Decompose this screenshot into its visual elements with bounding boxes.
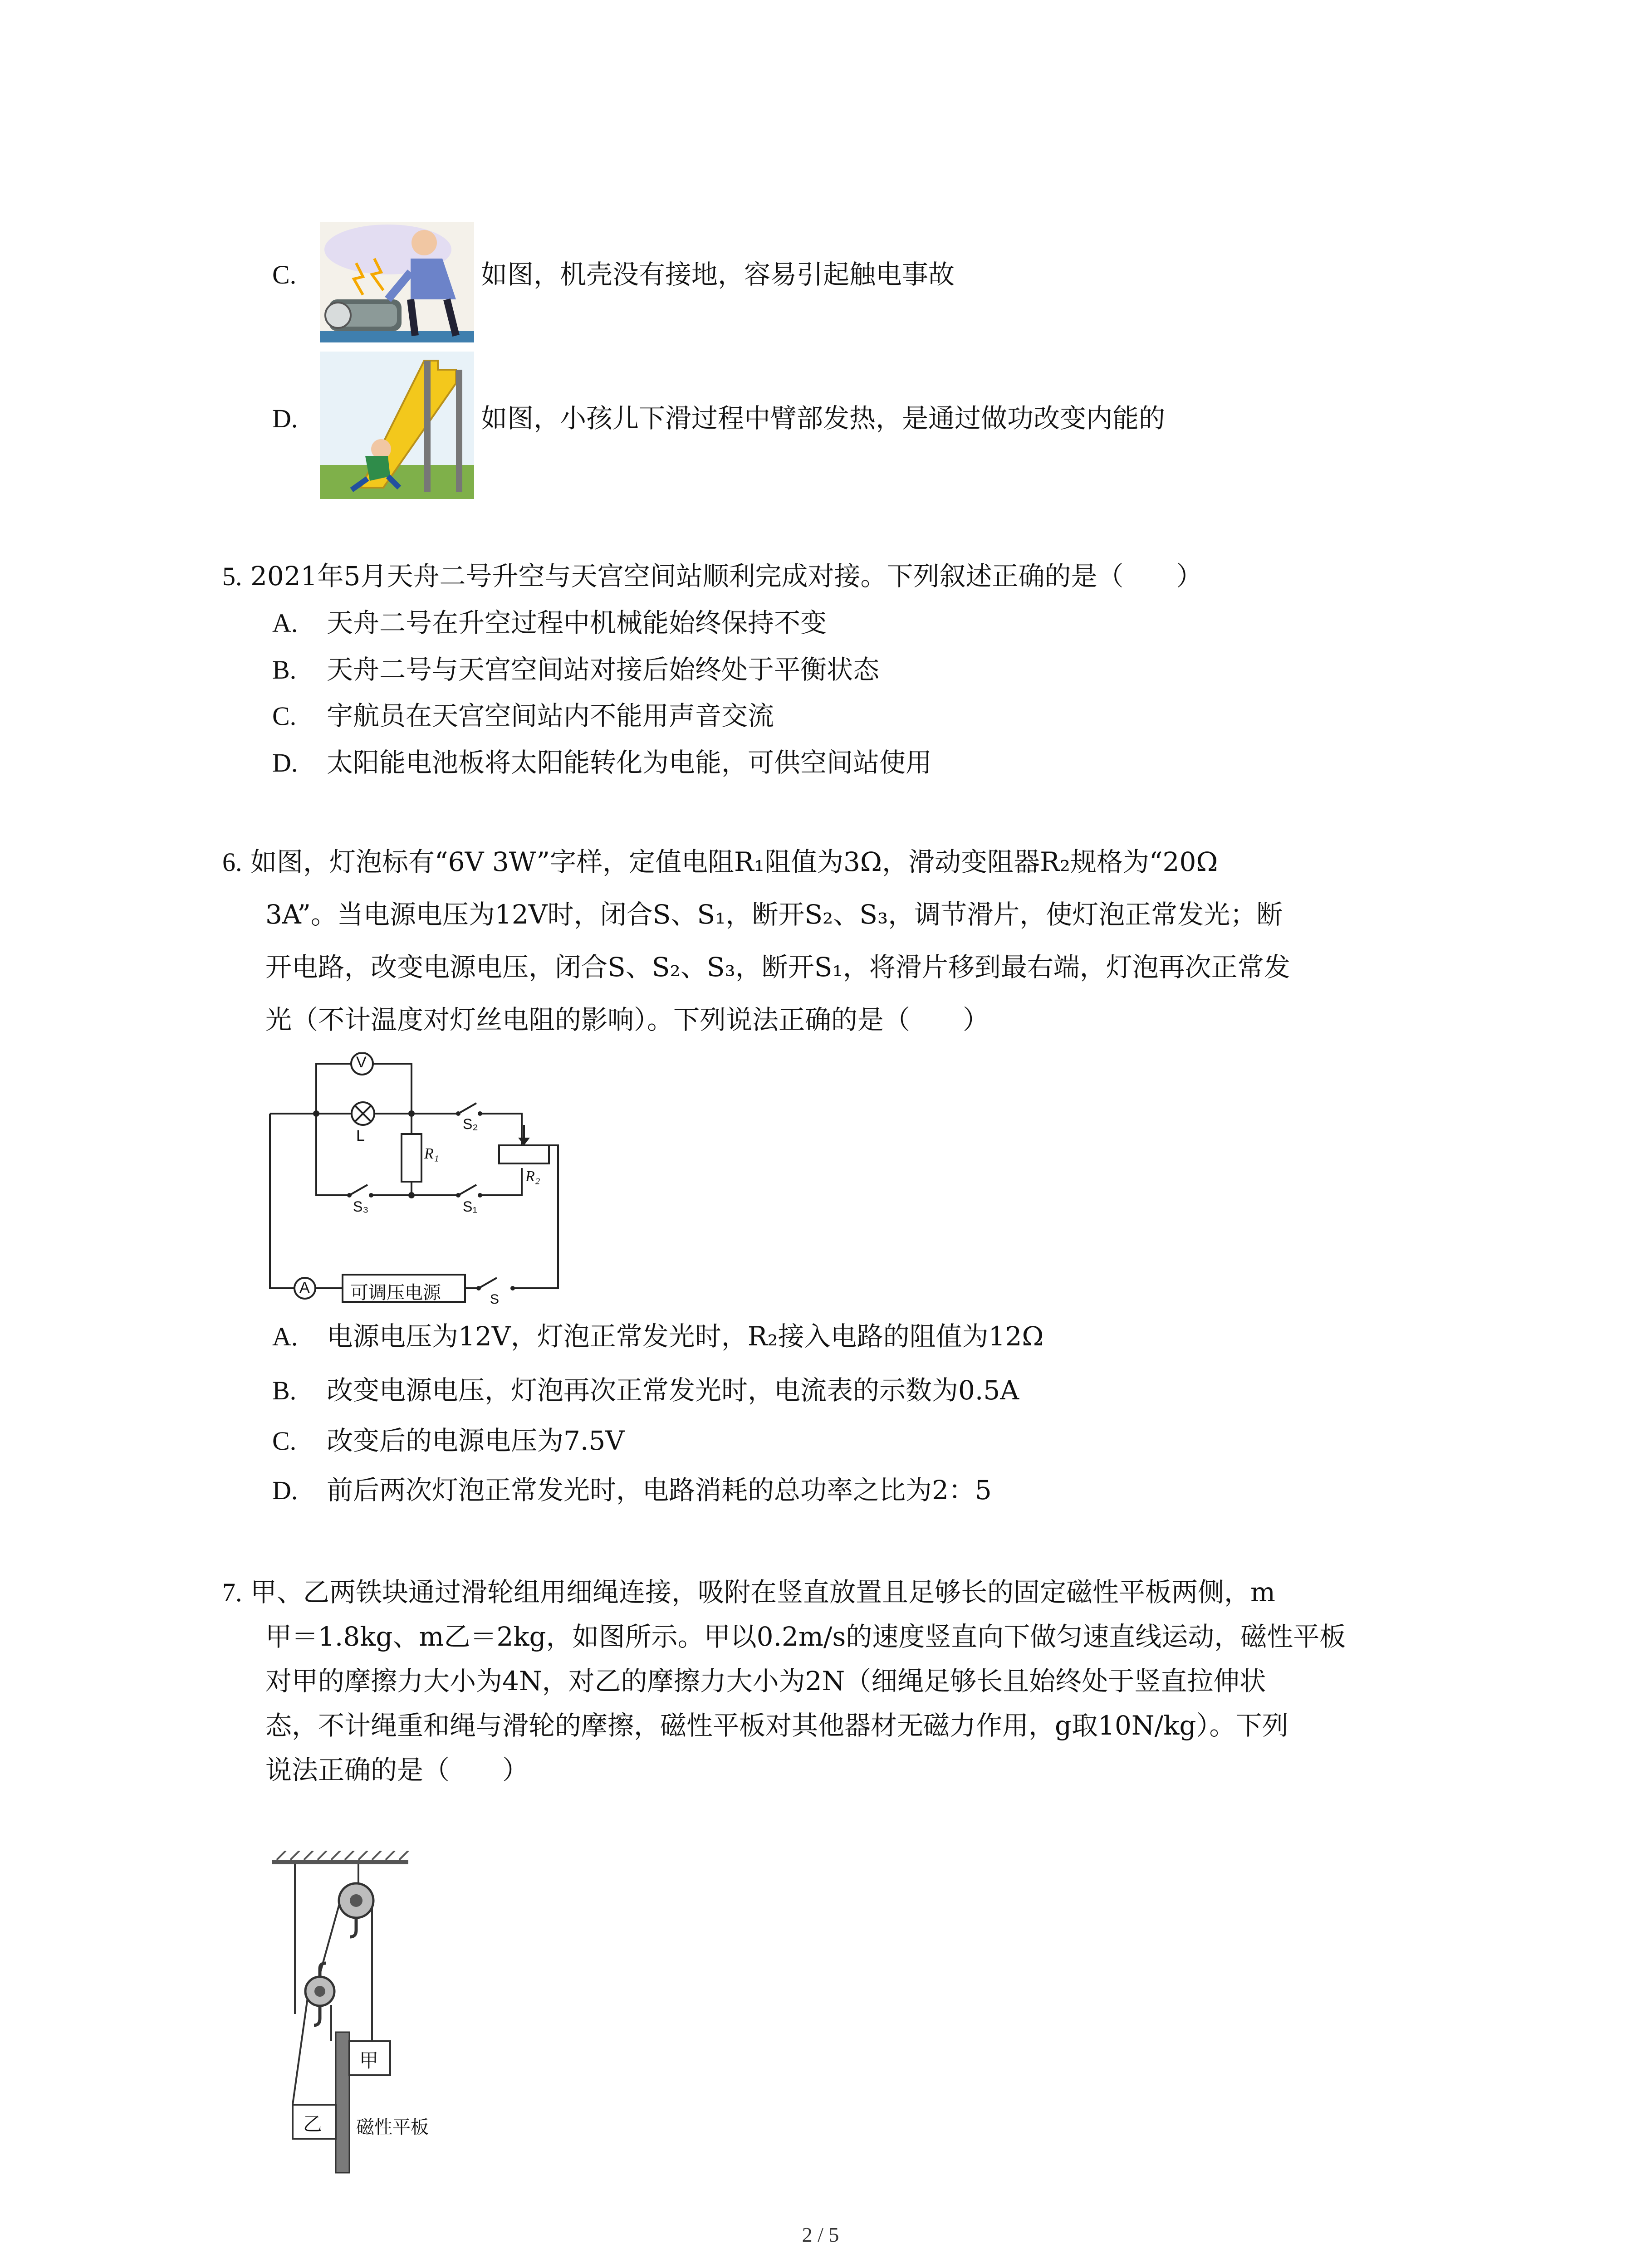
- question-number: 5.: [222, 562, 242, 591]
- option-letter: C.: [272, 1426, 297, 1456]
- q5-option-a: [272, 605, 827, 641]
- circuit-diagram: [263, 1052, 581, 1306]
- q5-option-b: [272, 651, 879, 688]
- q7-stem-line-4: 态，不计绳重和绳与滑轮的摩擦，磁性平板对其他器材无磁力作用，g取10N/kg）。下列: [265, 1710, 1288, 1741]
- r1-label: R₁: [424, 1145, 439, 1162]
- option-letter: A.: [272, 608, 298, 638]
- q4-option-c: [272, 256, 327, 293]
- option-text: 前后两次灯泡正常发光时，电路消耗的总功率之比为2：5: [327, 1475, 992, 1505]
- page-number: 2 / 5: [802, 2223, 839, 2246]
- q7-stem-line-2: 甲＝1.8kg、m乙＝2kg，如图所示。甲以0.2m/s的速度竖直向下做匀速直线运动，磁性平板: [265, 1621, 1346, 1652]
- q7-stem-line-3: 对甲的摩擦力大小为4N，对乙的摩擦力大小为2N（细绳足够长且始终处于竖直拉伸状: [265, 1666, 1266, 1696]
- q5-option-d: [272, 744, 932, 781]
- q6-option-a: [272, 1318, 1044, 1355]
- question-text: 如图，灯泡标有“6V 3W”字样，定值电阻R₁阻值为3Ω，滑动变阻器R₂规格为“20Ω: [250, 846, 1218, 877]
- option-letter: D.: [272, 404, 298, 433]
- option-letter: D.: [272, 1476, 298, 1505]
- r2-label: R₂: [525, 1168, 540, 1185]
- option-text: 宇航员在天宫空间站内不能用声音交流: [327, 700, 774, 731]
- pulley-diagram: [268, 1851, 458, 2177]
- option-letter: A.: [272, 1322, 298, 1351]
- q6-option-d: [272, 1472, 992, 1509]
- q6-stem-line-3: 开电路，改变电源电压，闭合S、S₂、S₃，断开S₁，将滑片移到最右端，灯泡再次正常发: [265, 952, 1290, 982]
- question-text: 甲、乙两铁块通过滑轮组用细绳连接，吸附在竖直放置且足够长的固定磁性平板两侧，m: [250, 1577, 1275, 1608]
- power-source-label: 可调压电源: [350, 1283, 441, 1303]
- option-text: 改变后的电源电压为7.5V: [327, 1425, 625, 1456]
- q6-stem-line-1: [222, 844, 1218, 880]
- ammeter-label: A: [299, 1279, 310, 1296]
- magnetic-board-label: 磁性平板: [356, 2117, 429, 2137]
- q5-stem: [222, 558, 1202, 595]
- q4-option-d-text: 如图，小孩儿下滑过程中臂部发热，是通过做功改变内能的: [481, 403, 1166, 434]
- s-label: S: [490, 1292, 500, 1307]
- question-number: 6.: [222, 847, 242, 877]
- option-text: 电源电压为12V，灯泡正常发光时，R₂接入电路的阻值为12Ω: [327, 1321, 1044, 1352]
- option-letter: B.: [272, 1376, 297, 1405]
- s2-label: S₂: [463, 1116, 478, 1132]
- block-yi-label: 乙: [303, 2113, 323, 2135]
- q4-option-d: [272, 400, 327, 437]
- motor-shock-illustration: [320, 222, 474, 342]
- q6-stem-line-4: 光（不计温度对灯丝电阻的影响）。下列说法正确的是（ ）: [265, 1004, 989, 1035]
- q6-option-b: [272, 1372, 1019, 1409]
- q7-stem-line-1: [222, 1574, 1275, 1611]
- s1-label: S₁: [463, 1198, 478, 1215]
- question-number: 7.: [222, 1578, 242, 1607]
- lamp-label: L: [356, 1127, 365, 1144]
- slide-child-illustration: [320, 352, 474, 499]
- option-text: 太阳能电池板将太阳能转化为电能，可供空间站使用: [327, 747, 932, 778]
- block-jia-label: 甲: [359, 2050, 379, 2071]
- option-text: 天舟二号在升空过程中机械能始终保持不变: [327, 607, 827, 638]
- option-letter: D.: [272, 748, 298, 777]
- option-letter: B.: [272, 655, 297, 684]
- option-letter: C.: [272, 701, 297, 731]
- q4-option-c-text: 如图，机壳没有接地，容易引起触电事故: [481, 259, 955, 290]
- question-text: 2021年5月天舟二号升空与天宫空间站顺利完成对接。下列叙述正确的是（ ）: [250, 561, 1203, 591]
- option-letter: C.: [272, 260, 297, 289]
- q7-stem-line-5: 说法正确的是（ ）: [265, 1755, 529, 1785]
- q6-stem-line-2: 3A”。当电源电压为12V时，闭合S、S₁，断开S₂、S₃，调节滑片，使灯泡正常发光；断: [265, 899, 1283, 930]
- voltmeter-label: V: [356, 1054, 367, 1071]
- s3-label: S₃: [353, 1198, 369, 1215]
- option-text: 天舟二号与天宫空间站对接后始终处于平衡状态: [327, 654, 880, 685]
- option-text: 改变电源电压，灯泡再次正常发光时，电流表的示数为0.5A: [327, 1375, 1019, 1406]
- q5-option-c: [272, 698, 774, 734]
- q6-option-c: [272, 1422, 624, 1459]
